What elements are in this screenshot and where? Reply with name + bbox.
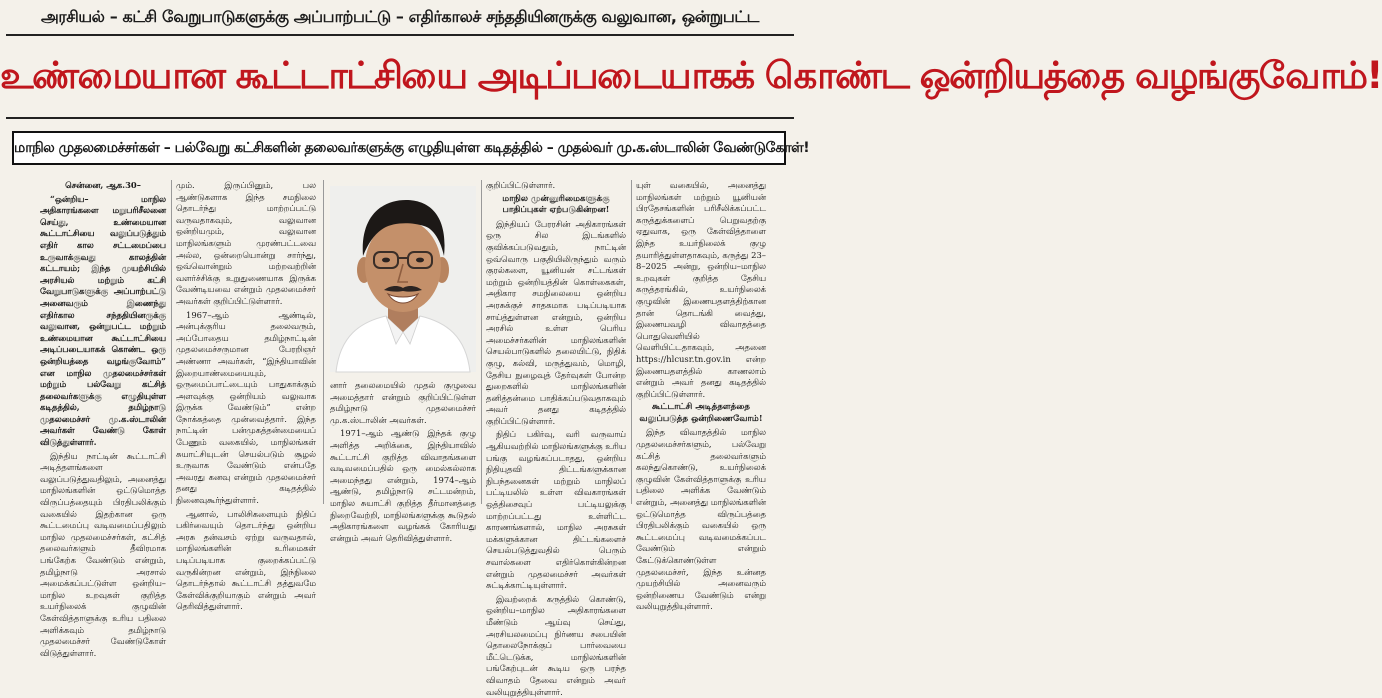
article-column-3 xyxy=(330,380,476,543)
chief-minister-photo xyxy=(330,186,476,372)
paragraph: னார் தலைமையில் முதல் குழுவை அமைத்தார் என்றும் குறிப்பிட்டுள்ள தமிழ்நாடு முதலமைச்சர் மு.க.ஸ்டாலின் அவர்கள். xyxy=(330,380,476,425)
paragraph: 1967–ஆம் ஆண்டில், அன்புக்குரிய தலைவரும், அப்போதைய தமிழ்நாட்டின் முதலமைச்சருமான பேரறிஞர் அண்ணா அவர்கள், “இந்தியாவின் இறையாண்மையையும், ஒருமைப்பாட்டையும் பாதுகாக்கும் அளவுக்கு ஒன்றியம் வலுவாக இருக்க வேண்டும்” என்ற நோக்கத்தை முன்வைத்தார். இந்த நாட்டின் பன்முகத்தன்மையைப் பேணும் வகையில், மாநிலங்கள் சுயாட்சியுடன் செயல்படும் சூழல் உருவாக வேண்டும் என்பதே அவரது கனவு என்றும் முதலமைச்சர் தனது கடிதத்தில் நினைவுகூர்ந்துள்ளார். xyxy=(176,309,316,506)
headline-divider xyxy=(6,117,794,119)
subheadline-box: மாநில முதலமைச்சர்கள் – பல்வேறு கட்சிகளின் தலைவர்களுக்கு எழுதியுள்ள கடிதத்தில் – முதல்வர் மு.க.ஸ்டாலின் வேண்டுகோள்! xyxy=(12,131,786,165)
lead-paragraph: “ஒன்றிய– மாநில அதிகாரங்களை மறுபரிசீலனை செய்து, உண்மையான கூட்டாட்சியை வலுப்படுத்தும் எதிர் கால சட்டமைப்பை உருவாக்குவது காலத்தின் கட்டாயம்; இந்த முயற்சியில் அரசியல் மற்றும் கட்சி வேறுபாடுகளுக்கு அப்பாற்பட்டு அனைவரும் இணைந்து எதிர்கால சந்ததியினருக்கு வலுவான, ஒன்றுபட்ட மற்றும் உண்மையான கூட்டாட்சியை அடிப்படையாகக் கொண்ட ஒரு ஒன்றியத்தை வழங்குவோம்” என மாநில முதலமைச்சர்கள் மற்றும் பல்வேறு கட்சித் தலைவர்களுக்கு எழுதியுள்ள கடிதத்தில், தமிழ்நாடு முதலமைச்சர் மு.க.ஸ்டாலின் அவர்கள் வேண்டு கோள் விடுத்துள்ளார். xyxy=(40,193,166,448)
paragraph: இந்தியப் பேரரசின் அதிகாரங்கள் ஒரு சில இடங்களில் குவிக்கப்படுவதும், நாட்டின் ஒவ்வொரு பகுதியிலிருந்தும் வரும் குரல்களை, யூனியன் சட்டங்கள் மற்றும் ஒன்றியத்தின் கொள்கைகள், அதிகார சமநிலையை ஒன்றிய அரசுக்குச் சாதகமாக படிப்படியாக சாய்த்துள்ளன என்றும், ஒன்றிய அரசில் உள்ள பெரிய அமைச்சர்களின் மாநிலங்களின் செயல்பாடுகளில் தலையிட்டு, நிதிக் குழு, கல்வி, மருத்துவம், மொழி, தேசிய நுழைவுத் தேர்வுகள் போன்ற துறைகளில் மாநிலங்களின் தனித்தன்மை பாதிக்கப்படுவதாகவும் அவர் தனது கடிதத்தில் குறிப்பிட்டுள்ளார். xyxy=(486,218,626,426)
paragraph: இந்திய நாட்டின் கூட்டாட்சி அடித்தளங்களை வலுப்படுத்துவதிலும், அனைத்து மாநிலங்களின் ஒட்டுமொத்த விருப்பத்தையும் பிரதிபலிக்கும் வகையில் இதற்கான ஒரு கூட்டமைப்பு வடிவமைப்பதிலும் மாநில முதலமைச்சர்கள், கட்சித் தலைவர்களும் தீவிரமாக பங்கேற்க வேண்டும் என்றும், தமிழ்நாடு அரசால் அமைக்கப்பட்டுள்ள ஒன்றிய–மாநில உறவுகள் குறித்த உயர்நிலைக் குழுவின் கேள்வித்தாளுக்கு உரிய பதிலை அளிக்கவும் தமிழ்நாடு முதலமைச்சர் வேண்டுகோள் விடுத்துள்ளார். xyxy=(40,450,166,658)
article-column-5 xyxy=(636,180,766,612)
paragraph: 1971–ஆம் ஆண்டு இந்தக் குழு அளித்த அறிக்கை, இந்தியாவில் கூட்டாட்சி குறித்த விவாதங்களை வடிவமைப்பதில் ஒரு மைல்கல்லாக அமைந்தது என்றும், 1974–ஆம் ஆண்டு, தமிழ்நாடு சட்டமன்றம், மாநில சுயாட்சி குறித்த தீர்மானத்தை நிறைவேற்றி, மாநிலங்களுக்கு கூடுதல் அதிகாரங்களை வழங்கக் கோரியது என்றும் அவர் தெரிவித்துள்ளார். xyxy=(330,428,476,543)
paragraph: இவற்றைக் கருத்தில் கொண்டு, ஒன்றிய–மாநில அதிகாரங்களை மீண்டும் ஆய்வு செய்து, அரசியலமைப்பு நிர்ணய சபையின் தொலைநோக்குப் பார்வையை மீட்டெடுக்க, மாநிலங்களின் பங்கேற்புடன் கூடிய ஒரு பரந்த விவாதம் தேவை என்றும் அவர் வலியுறுத்தியுள்ளார். xyxy=(486,593,626,697)
section-heading: கூட்டாட்சி அடித்தளத்தை வலுப்படுத்த ஒன்றிணைவோம்! xyxy=(639,402,763,424)
section-heading: மாநில முன்னுரிமைகளுக்கு பாதிப்புகள் ஏற்படுகின்றன! xyxy=(502,193,610,216)
portrait-illustration xyxy=(330,186,476,372)
top-divider xyxy=(6,34,794,36)
main-headline: உண்மையான கூட்டாட்சியை அடிப்படையாகக் கொண்ட ஒன்றியத்தை வழங்குவோம்! xyxy=(0,54,1382,97)
dateline: சென்னை, ஆக.30– xyxy=(65,180,141,190)
paragraph: குறிப்பிட்டுள்ளார். xyxy=(486,180,556,190)
article-column-1 xyxy=(40,180,166,658)
article-column-4 xyxy=(486,180,626,697)
paragraph: யுள் வகையில், அனைத்து மாநிலங்கள் மற்றும் யூனியன் பிரதேசங்களின் பரிசீலிக்கப்பட்ட கருத்துக்களைப் பெறுவதற்கு ஏதுவாக, ஒரு கேள்வித்தாளை இந்த உயர்நிலைக் குழு தயாரித்துள்ளதாகவும், கருத்து 23–8–2025 அன்று, ஒன்றிய–மாநில உறவுகள் குறித்த தேசிய கருத்தரங்கில், உயர்நிலைக் குழுவின் இணையதளத்திற்கான தான் தொடங்கி வைத்து, இணையவழி விவாதத்தை பொதுவெளியில் வெளியிட்டதாகவும், அதனை https://hlcusr.tn.gov.in என்ற இணையதளத்தில் காணலாம் என்றும் அவர் தனது கடிதத்தில் குறிப்பிட்டுள்ளார். xyxy=(636,180,766,399)
article-column-2 xyxy=(176,180,316,612)
paragraph: இந்த விவாதத்தில் மாநில முதலமைச்சர்களும், பல்வேறு கட்சித் தலைவர்களும் கலந்துகொண்டு, உயர்நிலைக் குழுவின் கேள்வித்தாளுக்கு உரிய பதிலை அளிக்க வேண்டும் என்றும், அனைத்து மாநிலங்களின் ஒட்டுமொத்த விருப்பத்தை பிரதிபலிக்கும் வகையில் ஒரு கூட்டமைப்பு வடிவமைக்கப்பட வேண்டும் என்றும் கேட்டுக்கொண்டுள்ள முதலமைச்சர், இந்த உன்னத முயற்சியில் அனைவரும் ஒன்றிணைய வேண்டும் என்று வலியுறுத்தியுள்ளார். xyxy=(636,427,766,612)
paragraph: மும். இருப்பினும், பல ஆண்டுகளாக இந்த சமநிலை தொடர்ந்து மாற்றப்பட்டு வருவதாகவும், வலுவான ஒன்றியமும், வலுவான மாநிலங்களும் முரண்பட்டவை அல்ல, ஒன்றையொன்று சார்ந்து, ஒவ்வொன்றும் மற்றவற்றின் வளர்ச்சிக்கு உறுதுணையாக இருக்க வேண்டியவை என்றும் முதலமைச்சர் அவர்கள் குறிப்பிட்டுள்ளார். xyxy=(176,180,316,306)
kicker-line: அரசியல் – கட்சி வேறுபாடுகளுக்கு அப்பாற்பட்டு – எதிர்காலச் சந்ததியினருக்கு வலுவான, ஒன்றுபட்ட xyxy=(40,7,759,26)
paragraph: நிதிப் பகிர்வு, வரி வருவாய் ஆகியவற்றில் மாநிலங்களுக்கு உரிய பங்கு வழங்கப்படாதது, ஒன்றிய நிதியுதவி திட்டங்களுக்கான நிபந்தனைகள் மற்றும் மாநிலப் பட்டியலில் உள்ள விவகாரங்கள் ஒத்திசைவுப் பட்டியலுக்கு மாற்றப்பட்டது உள்ளிட்ட காரணங்களால், மாநில அரசுகள் மக்களுக்கான திட்டங்களைச் செயல்படுத்துவதில் பெரும் சவால்களை எதிர்கொள்கின்றன என்றும் முதலமைச்சர் அவர்கள் சுட்டிக்காட்டியுள்ளார். xyxy=(486,429,626,591)
paragraph: ஆனால், பாலிசிகளையும் நிதிப் பகிர்வையும் தொடர்ந்து ஒன்றிய அரசு தன்வசம் ஏற்று வருவதால், மாநிலங்களின் உரிமைகள் படிப்படியாக குறைக்கப்பட்டு வருகின்றன என்றும், இந்நிலை தொடர்ந்தால் கூட்டாட்சி தத்துவமே கேள்விக்குறியாகும் என்றும் அவர் தெரிவித்துள்ளார். xyxy=(176,508,316,612)
